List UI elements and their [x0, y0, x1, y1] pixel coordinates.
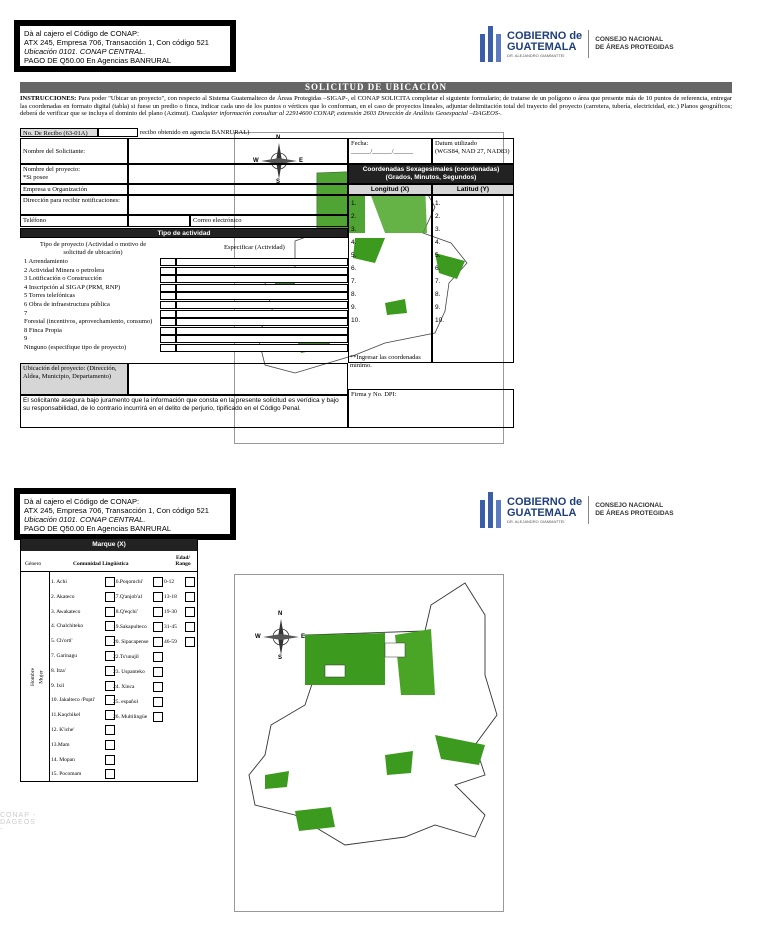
community-right-item: 23. Uspanteko — [113, 669, 145, 675]
activity-item: Forestal (incentivos, aprovechamiento, consumo) — [24, 318, 153, 326]
latitude-point-5[interactable]: 5. — [435, 252, 441, 259]
community-right-item: 22.Ts'unujil — [113, 654, 139, 660]
more-points-note: **Ingresar las coordenadas mínimo. — [350, 354, 421, 369]
community-left-item: 5. Ch'orti' — [51, 638, 73, 645]
coords-longitude-column — [348, 195, 432, 363]
receipt-label: No. De Recibo (63-01A) — [20, 128, 98, 137]
compass-s: S — [276, 179, 281, 185]
longitude-point-10[interactable]: 10. — [351, 317, 361, 324]
datum-label: Datum utilizado — [435, 140, 478, 147]
activity-checkbox[interactable] — [160, 344, 176, 352]
activity-specify-input[interactable] — [176, 327, 348, 335]
payment2-line-4: PAGO DE Q50.00 En Agencias BANRURAL — [24, 524, 172, 533]
applicant-label: Nombre del Solicitante: — [20, 138, 128, 164]
activity-checkbox[interactable] — [160, 258, 176, 266]
community-right-checkbox[interactable] — [153, 682, 163, 692]
project-name-input[interactable] — [128, 164, 348, 184]
demographics-table — [20, 538, 198, 782]
date-field[interactable] — [348, 138, 432, 164]
community-left-item: 14. Mopan — [51, 756, 75, 763]
email-label: Correo electrónico — [190, 215, 348, 227]
community-left-checkbox[interactable] — [105, 725, 115, 735]
compass2-s: S — [278, 655, 283, 661]
longitude-point-4[interactable]: 4. — [351, 239, 357, 246]
community-right-checkbox[interactable] — [153, 607, 163, 617]
conap2-line-2: DE ÁREAS PROTEGIDAS — [595, 510, 674, 517]
longitude-point-9[interactable]: 9. — [351, 304, 357, 311]
gov-logo-sub: DR. ALEJANDRO GIAMMATTEI — [507, 52, 565, 58]
activity-list — [24, 258, 152, 353]
activity-checkbox[interactable] — [160, 335, 176, 343]
conap-line-1: CONSEJO NACIONAL — [595, 36, 664, 43]
community-right-checkbox[interactable] — [153, 637, 163, 647]
activity-specify-input[interactable] — [176, 310, 348, 318]
activity-type-label: Tipo de proyecto (Actividad o motivo de solicitud de ubicación) — [39, 241, 147, 256]
instructions-tail: Cualquier información consultar al 22914600 CONAP, extensión 2603 Dirección de Análisis Geoespacial –DAGEOS-. — [189, 110, 502, 117]
col-comunidad: Comunidad Lingüística — [73, 561, 129, 567]
activity-specify-input[interactable] — [176, 275, 348, 283]
activity-specify-input[interactable] — [176, 335, 348, 343]
compass-icon-2 — [259, 615, 306, 659]
logo-divider — [588, 30, 589, 58]
company-label: Empresa u Organización — [20, 184, 128, 195]
payment-line-3: Ubicación 0101. CONAP CENTRAL. — [24, 47, 146, 56]
age-range-item: 0-12 — [164, 579, 175, 585]
community-left-item: 9. Ixil — [51, 682, 65, 689]
compass2-e: E — [301, 634, 306, 640]
community-left-item: 8. Itza' — [51, 667, 66, 674]
community-right-item: 20. Sipacapense — [113, 639, 149, 645]
instructions-text: Para poder "Ubicar un proyecto", con respecto al Sistema Guatemalteco de Áreas Protegidas –SIGAP-, el CONAP SOLICITA completar el siguiente formulario; de tratarse de un polígono o área que presente más de 10 puntos de referencia, entregar las coordenadas en formato digital (tabla) si fuese un predio o finca, indicar cada uno de los puntos o vértices que lo conforman, en el caso de proyectos lineales, adjuntar delimitación total del trayecto del proyecto (carretera, tubería, electricidad, etc.) Planos geográficos; deberá de verificar que se incluya el dominio del plano (Azimut). — [20, 95, 732, 117]
community-right-checkbox[interactable] — [153, 592, 163, 602]
header-logos — [480, 26, 674, 62]
gov-logo-top: COBIERNO de — [507, 29, 583, 42]
age-range-checkbox[interactable] — [185, 637, 195, 647]
longitude-numbers — [351, 197, 360, 327]
age-range-item: 46-59 — [164, 639, 177, 645]
datum-values: (WGS84, NAD 27, NAD83) — [435, 147, 510, 155]
community-left-item: 15. Pocomam — [51, 771, 82, 778]
gender-mujer: Mujer — [38, 670, 45, 684]
guatemala-flag-icon — [480, 26, 501, 62]
activity-item: 6 Obra de infraestructura pública — [24, 300, 110, 308]
longitude-point-7[interactable]: 7. — [351, 278, 357, 285]
gov-logo-name-2: GUATEMALA — [507, 506, 577, 519]
compass-w: W — [253, 158, 259, 164]
activity-specify-input[interactable] — [176, 267, 348, 275]
activity-checkbox[interactable] — [160, 284, 176, 292]
activity-header: Tipo de actividad — [20, 228, 348, 238]
guatemala-flag-icon-2 — [480, 492, 501, 528]
community-right-checkbox[interactable] — [153, 622, 163, 632]
activity-specify-input[interactable] — [176, 318, 348, 326]
instructions — [20, 95, 732, 118]
marque-header: Marque (X) — [21, 539, 197, 551]
age-range-checkbox[interactable] — [185, 577, 195, 587]
conap-line-2: DE ÁREAS PROTEGIDAS — [595, 44, 674, 51]
date-blank: ______/______/______ — [351, 147, 414, 155]
activity-specify-input[interactable] — [176, 284, 348, 292]
address-input[interactable] — [128, 195, 348, 215]
payment-instructions-box — [14, 20, 236, 72]
latitude-point-2[interactable]: 2. — [435, 213, 441, 220]
payment2-line-1: Dà al cajero el Código de CONAP: — [24, 497, 140, 506]
datum-field[interactable] — [432, 138, 514, 164]
latitude-point-3[interactable]: 3. — [435, 226, 441, 233]
activity-specify-input[interactable] — [176, 258, 348, 266]
col-edad: Edad/ Rango — [175, 555, 191, 567]
community-left-item: 3. Awakateco — [51, 608, 81, 615]
age-range-item: 13-18 — [164, 594, 177, 600]
receipt-input[interactable] — [98, 128, 138, 137]
age-range-item: 19-30 — [164, 609, 177, 615]
instructions-label: INSTRUCCIONES: — [20, 95, 77, 102]
activity-specify-input[interactable] — [176, 301, 348, 309]
activity-checkbox[interactable] — [160, 327, 176, 335]
latitude-point-7[interactable]: 7. — [435, 278, 441, 285]
longitude-header: Longitud (X) — [348, 184, 432, 195]
age-range-checkbox[interactable] — [185, 592, 195, 602]
header-logos-2 — [480, 492, 674, 528]
community-left-item: 10. Jakalteco /Popti' — [51, 697, 96, 704]
conap2-line-1: CONSEJO NACIONAL — [595, 502, 664, 509]
date-label: Fecha: — [351, 140, 369, 147]
watermark: CONAP - DAGEOS - — [0, 812, 37, 833]
gender-hombre: Hombre — [30, 667, 37, 687]
address-label: Dirección para recibir notificaciones: — [20, 195, 128, 215]
latitude-header: Latitud (Y) — [432, 184, 514, 195]
compass-n: N — [276, 135, 281, 141]
coords-latitude-column — [432, 195, 514, 363]
payment-line-1: Dà al cajero el Código de CONAP: — [24, 29, 140, 38]
location-label: Ubicación del proyecto: (Dirección, Aldea, Municipio, Departamento) — [20, 363, 128, 395]
activity-checkbox[interactable] — [160, 267, 176, 275]
community-right-checkbox[interactable] — [153, 652, 163, 662]
activity-checkbox[interactable] — [160, 301, 176, 309]
location-input[interactable] — [128, 363, 348, 395]
gov-logo-top-2: COBIERNO de — [507, 495, 583, 508]
community-right-item: 25. español — [113, 699, 139, 705]
gov-logo-name: GUATEMALA — [507, 40, 577, 53]
oath-text: El solicitante asegura bajo juramento que la información que consta en la presente solicitud es verídica y bajo su responsabilidad, de lo contrario incurrirá en el delito de perjurio, tipificado en el Código Penal. — [20, 395, 348, 428]
community-left-item: 7. Garinagu — [51, 653, 77, 659]
latitude-point-9[interactable]: 9. — [435, 304, 441, 311]
community-right-checkbox[interactable] — [153, 697, 163, 707]
community-right-item: 16.Poqomchi' — [113, 579, 144, 585]
community-left-checkbox[interactable] — [105, 769, 115, 779]
activity-checkbox[interactable] — [160, 292, 176, 300]
receipt-note: recibo obtenido en agencia BANRURAL) — [140, 129, 250, 136]
latitude-point-10[interactable]: 10. — [435, 317, 445, 324]
company-input[interactable] — [128, 184, 348, 195]
community-left-checkbox[interactable] — [105, 740, 115, 750]
coords-header: Coordenadas Sexagesimales (coordenadas) (Grados, Minutos, Segundos) — [348, 164, 514, 184]
community-right-checkbox[interactable] — [153, 712, 163, 722]
community-left-item: 13.Mam — [51, 741, 70, 748]
specify-label: Especificar (Actividad) — [224, 244, 285, 251]
community-right-item: 24. Xinca — [113, 684, 135, 690]
community-right-checkbox[interactable] — [153, 667, 163, 677]
activity-item: 7 — [24, 309, 28, 317]
activity-checkbox[interactable] — [160, 310, 176, 318]
payment-line-2: ATX 245, Empresa 706, Transacción 1, Con código 521 — [24, 38, 209, 47]
compass-rose-2 — [255, 611, 306, 661]
map-frame-page2 — [234, 574, 504, 912]
compass-e: E — [299, 158, 304, 164]
longitude-point-2[interactable]: 2. — [351, 213, 357, 220]
activity-item: 1 Arrendamiento — [24, 258, 68, 265]
phone-label: Teléfono — [20, 215, 128, 227]
activity-specify-input[interactable] — [176, 344, 348, 352]
community-right-checkbox[interactable] — [153, 577, 163, 587]
form-title: SOLICITUD DE UBICACIÓN — [20, 82, 732, 93]
compass2-n: N — [278, 611, 283, 617]
activity-specify-input[interactable] — [176, 292, 348, 300]
latitude-numbers — [435, 197, 444, 327]
logo-divider-2 — [588, 496, 589, 524]
activity-item: Ninguno (especifique tipo de proyecto) — [24, 343, 127, 351]
age-range-item: 31-45 — [164, 624, 177, 630]
activity-checkbox[interactable] — [160, 275, 176, 283]
community-left-item: 12. K'iche' — [51, 727, 75, 733]
activity-item: 8 Finca Propia — [24, 326, 62, 334]
community-left-checkbox[interactable] — [105, 755, 115, 765]
activity-item: 4 Inscripción al SIGAP (PRM, RNP) — [24, 283, 121, 291]
longitude-point-5[interactable]: 5. — [351, 252, 357, 259]
community-right-item: 26. Multilingüe — [113, 714, 148, 720]
payment-line-4: PAGO DE Q50.00 En Agencias BANRURAL — [24, 56, 172, 65]
compass2-w: W — [255, 634, 261, 640]
activity-item: 3 Lotificación o Construcción — [24, 275, 102, 283]
gov-logo-sub-2: DR. ALEJANDRO GIAMMATTEI — [507, 518, 565, 524]
longitude-point-6[interactable]: 6. — [351, 265, 357, 272]
longitude-point-3[interactable]: 3. — [351, 226, 357, 233]
longitude-point-8[interactable]: 8. — [351, 291, 357, 298]
signature-field[interactable]: Firma y No. DPI: — [348, 389, 514, 428]
community-right-item: 17.Q'anjob'al — [113, 594, 143, 600]
community-right-item: 19.Sakapulteco — [113, 624, 147, 630]
activity-item: 5 Torres telefónicas — [24, 292, 76, 300]
applicant-input[interactable] — [128, 138, 348, 164]
payment2-line-3: Ubicación 0101. CONAP CENTRAL. — [24, 515, 146, 524]
age-range-checkbox[interactable] — [185, 622, 195, 632]
age-range-checkbox[interactable] — [185, 607, 195, 617]
phone-input[interactable] — [128, 215, 190, 227]
activity-item: 2 Actividad Minera o petrolera — [24, 266, 105, 274]
payment-instructions-box-2 — [14, 488, 236, 540]
latitude-point-4[interactable]: 4. — [435, 239, 441, 246]
community-left-item: 2. Akateco — [51, 593, 75, 600]
activity-item: 9 — [24, 335, 28, 343]
community-right-item: 18.Q'eqchi' — [113, 609, 138, 615]
latitude-point-8[interactable]: 8. — [435, 291, 441, 298]
community-left-item: 1. Achi — [51, 579, 67, 585]
community-left-item: 11.Kaqchikel — [51, 712, 81, 719]
latitude-point-6[interactable]: 6. — [435, 265, 441, 272]
payment2-line-2: ATX 245, Empresa 706, Transacción 1, Con código 521 — [24, 506, 209, 515]
latitude-point-1[interactable]: 1. — [435, 200, 441, 207]
longitude-point-1[interactable]: 1. — [351, 200, 357, 207]
activity-checkbox[interactable] — [160, 318, 176, 326]
project-name-label: Nombre del proyecto: *Si posee — [20, 164, 128, 184]
col-genero: Género — [25, 561, 42, 567]
community-left-item: 4. Chalchiteko — [51, 623, 84, 630]
